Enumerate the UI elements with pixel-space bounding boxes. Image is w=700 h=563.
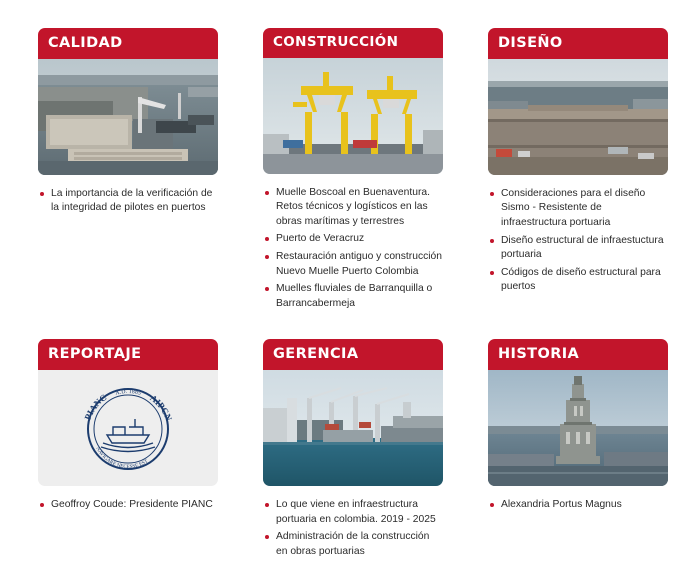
card-gerencia[interactable] (263, 339, 443, 562)
card-bullet-list (38, 187, 218, 216)
yellow-gantry-cranes-photo (263, 56, 443, 174)
card-banner-title: CONSTRUCCIÓN (263, 28, 443, 58)
svg-text:NAVIGARE NECESSE EST: NAVIGARE NECESSE EST (94, 446, 150, 471)
pianc-logo (38, 368, 218, 486)
card-banner-title: HISTORIA (488, 339, 668, 370)
list-item: Lo que viene en infraestructura portuaria en colombia. 2019 - 2025 (263, 498, 443, 527)
aerial-port-yard-photo (488, 57, 668, 175)
list-item: Geoffroy Coude: Presidente PIANC (38, 498, 218, 513)
card-calidad[interactable] (38, 28, 218, 314)
list-item: Puerto de Veracruz (263, 232, 443, 247)
card-banner-title: GERENCIA (263, 339, 443, 370)
list-item: Alexandria Portus Magnus (488, 498, 668, 513)
list-item: Diseño estructural de infraestuctura portuaria (488, 234, 668, 263)
port-construction-pilings-photo (38, 57, 218, 175)
list-item: Códigos de diseño estructural para puertos (488, 266, 668, 295)
list-item: La importancia de la verificación de la integridad de pilotes en puertos (38, 187, 218, 216)
card-bullet-list (488, 498, 668, 513)
card-historia[interactable] (488, 339, 668, 562)
list-item: Administración de la construcción en obras portuarias (263, 530, 443, 559)
card-banner-title: DISEÑO (488, 28, 668, 59)
port-terminal-cranes-photo (263, 368, 443, 486)
list-item: Muelle Boscoal en Buenaventura. Retos técnicos y logísticos en las obras marítimas y terrestres (263, 186, 443, 230)
card-banner-title: REPORTAJE (38, 339, 218, 370)
list-item: Restauración antiguo y construcción Nuevo Muelle Puerto Colombia (263, 250, 443, 279)
card-bullet-list (488, 187, 668, 295)
list-item: Muelles fluviales de Barranquilla o Barrancabermeja (263, 282, 443, 311)
svg-text:A.D. 1885: A.D. 1885 (114, 389, 142, 397)
card-bullet-list (263, 186, 443, 312)
card-construccion[interactable] (263, 28, 443, 314)
card-diseno[interactable] (488, 28, 668, 314)
card-bullet-list (263, 498, 443, 559)
card-bullet-list (38, 498, 218, 513)
lighthouse-alexandria-photo (488, 368, 668, 486)
list-item: Consideraciones para el diseño Sismo - Resistente de infraestructura portuaria (488, 187, 668, 231)
card-banner-title: CALIDAD (38, 28, 218, 59)
svg-text:AIPCN: AIPCN (148, 392, 174, 423)
card-reportaje[interactable] (38, 339, 218, 562)
svg-text:PIANC: PIANC (82, 392, 109, 422)
